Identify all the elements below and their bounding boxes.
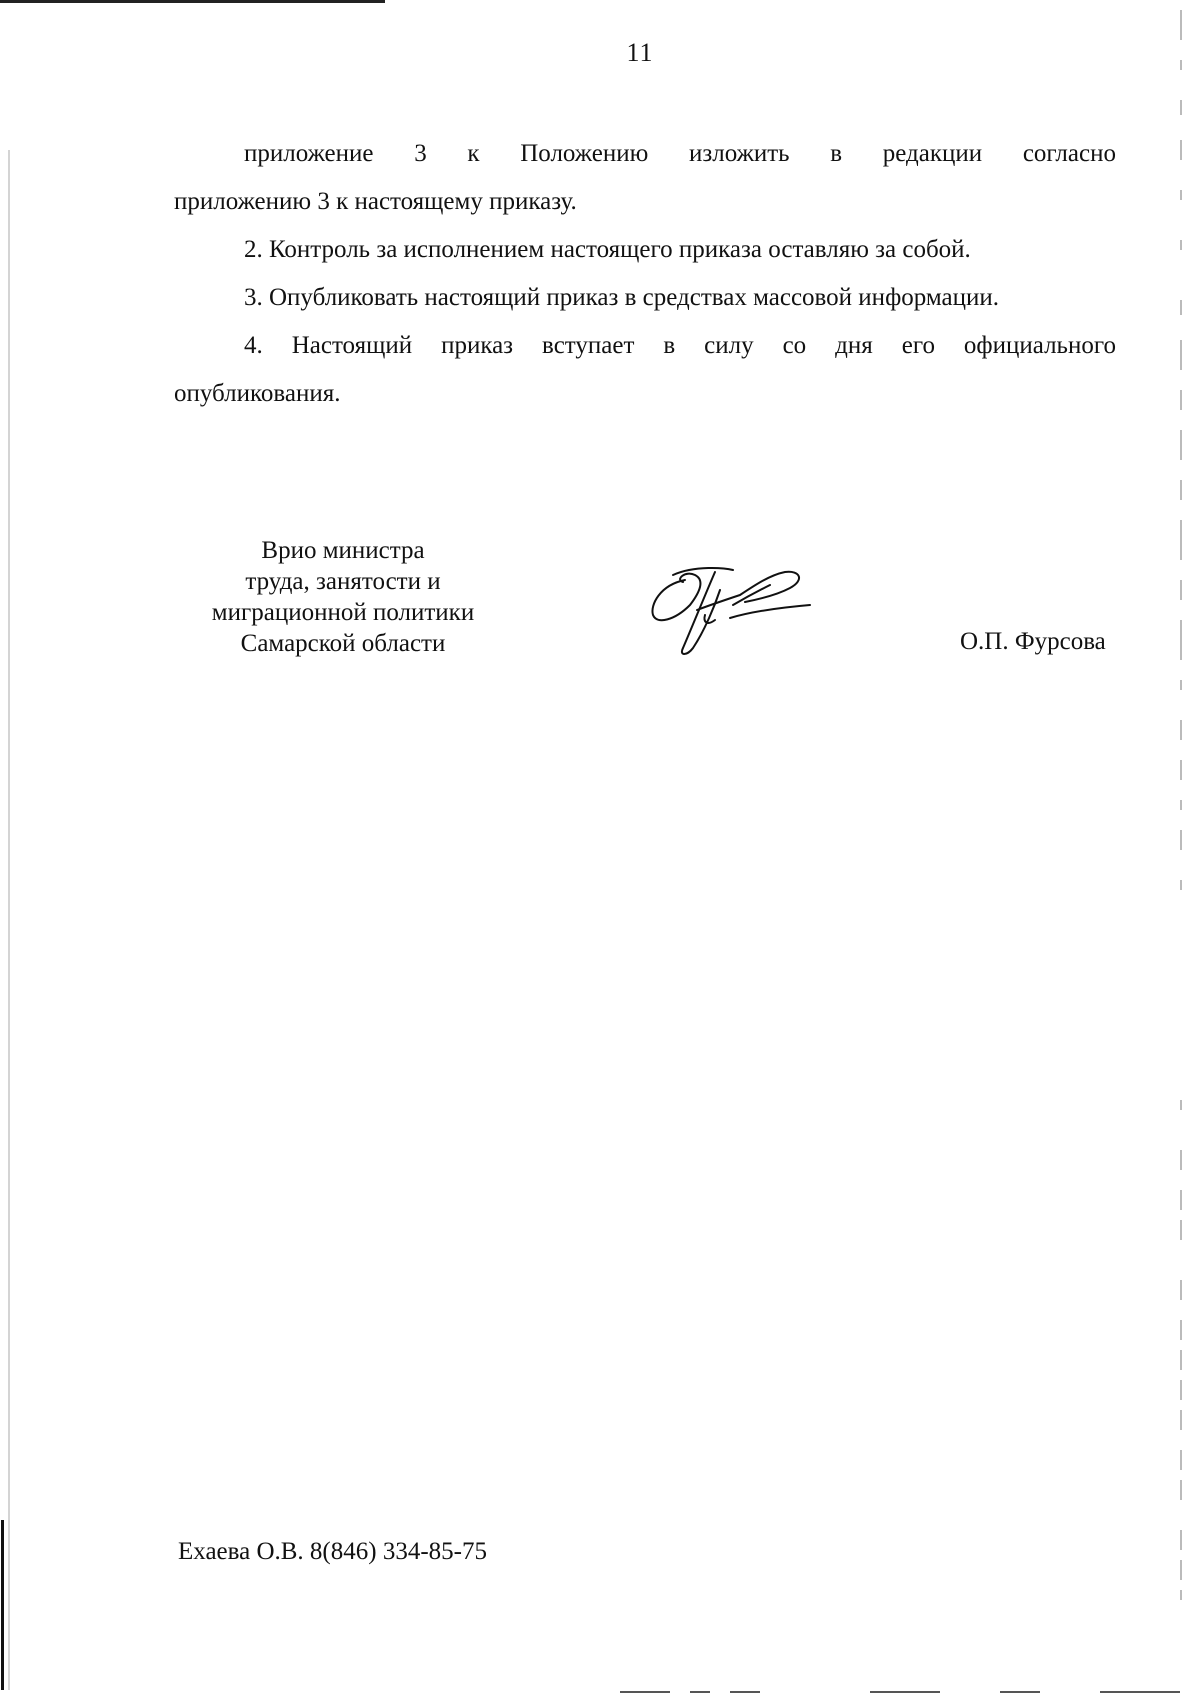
paragraph-4-line-1 [174, 322, 1116, 370]
word: изложить [688, 140, 790, 167]
word: вступает [542, 332, 635, 359]
scan-artifact-bottom-edge [620, 1690, 1180, 1694]
scan-artifact-left-edge [1, 1520, 4, 1690]
executor-contact: Ехаева О.В. 8(846) 334-85-75 [178, 1538, 487, 1565]
scan-artifact-left-margin [8, 150, 10, 1690]
word: Настоящий [291, 332, 413, 359]
word: 3 [414, 140, 427, 167]
paragraph-1-line-1 [174, 130, 1116, 178]
word: согласно [1022, 140, 1116, 167]
document-body [174, 130, 1116, 418]
word: в [663, 332, 676, 359]
paragraph-4-line-2: опубликования. [174, 380, 341, 407]
signatory-title-line: Врио министра [261, 537, 425, 564]
signatory-title-line: миграционной политики [211, 599, 475, 626]
word: со [782, 332, 807, 359]
word: редакции [882, 140, 983, 167]
word: Положению [520, 140, 649, 167]
page-number: 11 [626, 38, 654, 67]
word: 4. [244, 332, 263, 359]
word: официального [963, 332, 1116, 359]
scan-artifact-right-edge [1178, 0, 1184, 1698]
signer-name: О.П. Фурсова [960, 628, 1106, 655]
signatory-title-line: труда, занятости и [245, 568, 441, 595]
signatory-title [178, 535, 508, 659]
handwritten-signature [645, 560, 820, 660]
word: силу [704, 332, 754, 359]
word: приказ [441, 332, 514, 359]
paragraph-1-line-2: приложению 3 к настоящему приказу. [174, 188, 577, 215]
paragraph-2: 2. Контроль за исполнением настоящего приказа оставляю за собой. [244, 236, 971, 263]
word: к [467, 140, 480, 167]
scan-artifact-top-line [0, 0, 385, 3]
word: приложение [244, 140, 374, 167]
word: его [901, 332, 935, 359]
paragraph-3: 3. Опубликовать настоящий приказ в средствах массовой информации. [244, 284, 1000, 311]
word: в [830, 140, 843, 167]
signatory-title-line: Самарской области [240, 630, 446, 657]
word: дня [835, 332, 873, 359]
